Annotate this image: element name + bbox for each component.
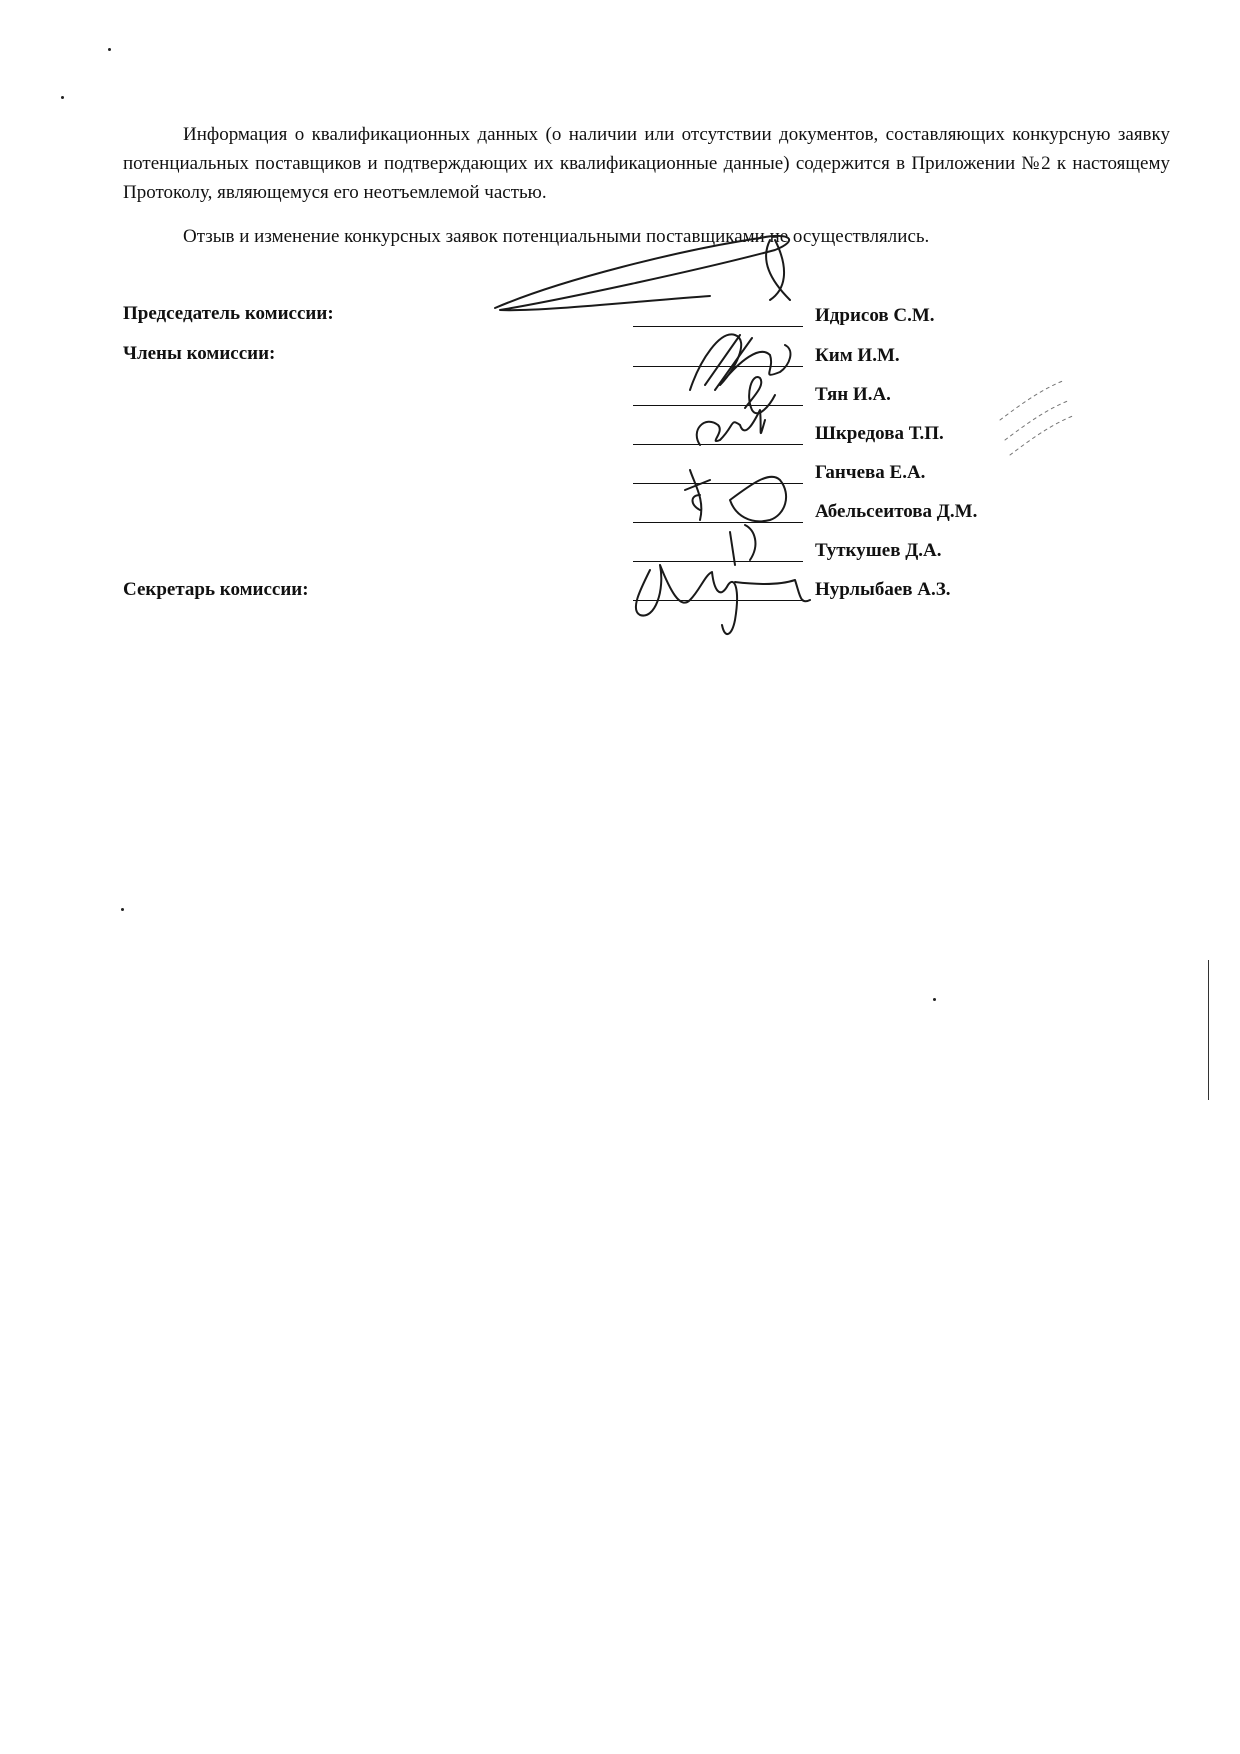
signatory-name-secretary: Нурлыбаев А.З.: [815, 579, 951, 600]
scan-speck: [121, 908, 124, 911]
signature-member: [697, 410, 765, 445]
signatory-name-chair: Идрисов С.М.: [815, 305, 935, 326]
signature-member: [690, 334, 790, 390]
signature-member: [685, 470, 710, 520]
signatory-name: Шкредова Т.П.: [815, 423, 944, 444]
signature-line: [633, 561, 803, 562]
signatory-name: Туткушев Д.А.: [815, 540, 942, 561]
signatory-name: Тян И.А.: [815, 384, 891, 405]
signatory-name: Ким И.М.: [815, 345, 900, 366]
scan-speck: [108, 48, 111, 51]
signature-line: [633, 326, 803, 327]
signature-line: [633, 522, 803, 523]
signature-line: [633, 366, 803, 367]
signature-line: [633, 483, 803, 484]
scan-speck: [933, 998, 936, 1001]
signature-member: [745, 377, 775, 413]
signature-line: [633, 600, 803, 601]
chair-role-label: Председатель комиссии:: [123, 303, 334, 324]
signature-line: [633, 444, 803, 445]
scan-speck: [61, 96, 64, 99]
qualification-info-paragraph: Информация о квалификационных данных (о наличии или отсутствии документов, составляющих конкурсную заявку потенциальных поставщиков и подтверждающих их квалификационные данные) содержится в Приложении №2 к настоящему Протоколу, являющемуся его неотъемлемой частью.: [123, 124, 1170, 203]
scan-edge-line: [1208, 960, 1209, 1100]
signature-line: [633, 405, 803, 406]
signature-member: [730, 525, 755, 565]
withdrawal-info-paragraph: Отзыв и изменение конкурсных заявок потенциальными поставщиками не осуществлялись.: [183, 226, 930, 247]
signatory-name: Ганчева Е.А.: [815, 462, 926, 483]
signatory-name: Абельсеитова Д.М.: [815, 501, 978, 522]
members-role-label: Члены комиссии:: [123, 343, 276, 364]
secretary-role-label: Секретарь комиссии:: [123, 579, 309, 600]
